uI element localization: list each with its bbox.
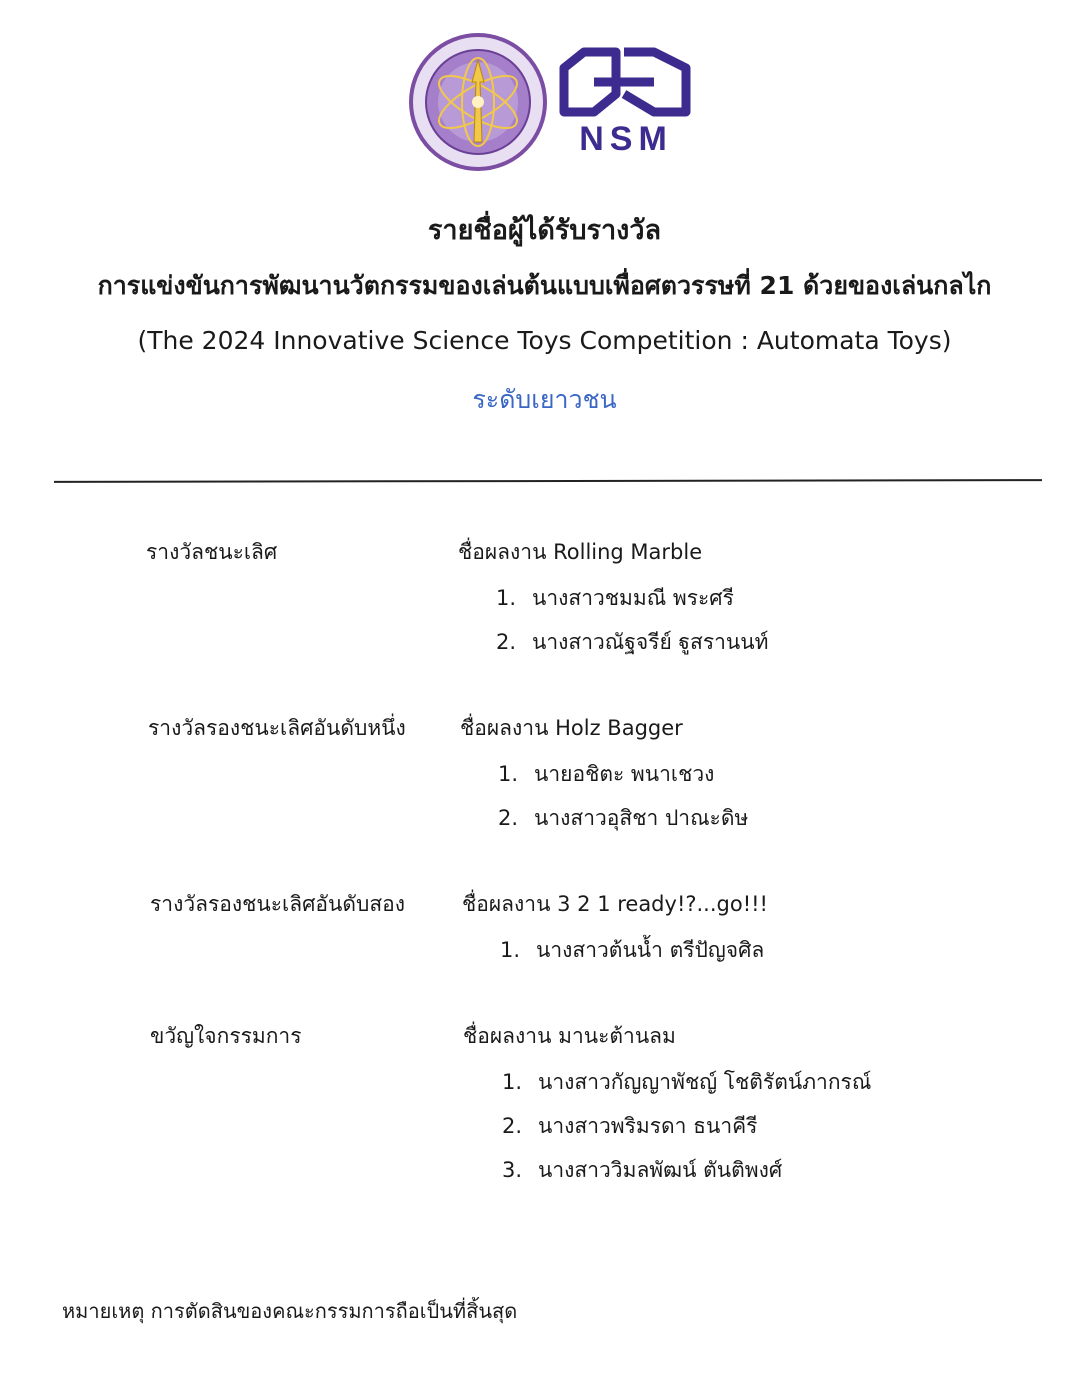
winner-item [502, 1110, 757, 1143]
institute-seal-icon [408, 32, 548, 172]
project-name: ชื่อผลงาน Rolling Marble [458, 540, 703, 564]
competition-title-thai: การแข่งขันการพัฒนานวัตกรรมของเล่นต้นแบบเพื่อศตวรรษที่ 21 ด้วยของเล่นกลไก [97, 271, 992, 300]
winner-item [498, 758, 714, 791]
level-label: ระดับเยาวชน [472, 385, 617, 414]
nsm-logo [554, 38, 698, 170]
project-name: ชื่อผลงาน Holz Bagger [460, 716, 683, 740]
page-title: รายชื่อผู้ได้รับรางวัล [427, 215, 662, 246]
winner-name: นางสาวชมมณี พระศรี [532, 586, 734, 610]
divider [54, 479, 1042, 483]
winner-number: 2. [498, 806, 519, 830]
winner-name: นางสาวณัฐจรีย์ ฐูสรานนท์ [532, 630, 769, 654]
winner-number: 1. [496, 586, 517, 610]
award-name: รางวัลรองชนะเลิศอันดับสอง [150, 892, 406, 916]
winner-name: นางสาววิมลพัฒน์ ตันติพงศ์ [538, 1158, 783, 1182]
project-name: ชื่อผลงาน มานะต้านลม [463, 1024, 676, 1048]
winner-name: นางสาวต้นน้ำ ตรีปัญจศิล [536, 938, 765, 962]
nsm-logo-text: NSM [579, 120, 673, 158]
winner-item [496, 582, 734, 615]
winner-name: นางสาวอุสิชา ปาณะดิษ [534, 806, 749, 830]
winner-number: 2. [502, 1114, 523, 1138]
winner-number: 3. [502, 1158, 523, 1182]
winner-name: นางสาวกัญญาพัชญ์ โชติรัตน์ภากรณ์ [538, 1070, 872, 1094]
competition-title-english: (The 2024 Innovative Science Toys Competition : Automata Toys) [137, 326, 952, 355]
winner-number: 1. [498, 762, 519, 786]
winner-item [496, 626, 768, 659]
award-name: รางวัลรองชนะเลิศอันดับหนึ่ง [148, 716, 406, 740]
award-name: รางวัลชนะเลิศ [146, 540, 278, 564]
project-name: ชื่อผลงาน 3 2 1 ready!?...go!!! [462, 892, 768, 916]
winner-item [498, 802, 748, 835]
winner-number: 1. [500, 938, 521, 962]
award-name: ขวัญใจกรรมการ [150, 1024, 302, 1048]
winner-item [502, 1066, 871, 1099]
winner-item [500, 934, 764, 967]
footnote: หมายเหตุ การตัดสินของคณะกรรมการถือเป็นที่สิ้นสุด [62, 1299, 518, 1323]
winner-name: นายอชิตะ พนาเชวง [534, 762, 715, 786]
winner-item [502, 1154, 782, 1187]
logo-group [408, 32, 698, 172]
winner-number: 1. [502, 1070, 523, 1094]
winner-name: นางสาวพริมรดา ธนาคีรี [538, 1114, 758, 1138]
winner-number: 2. [496, 630, 517, 654]
